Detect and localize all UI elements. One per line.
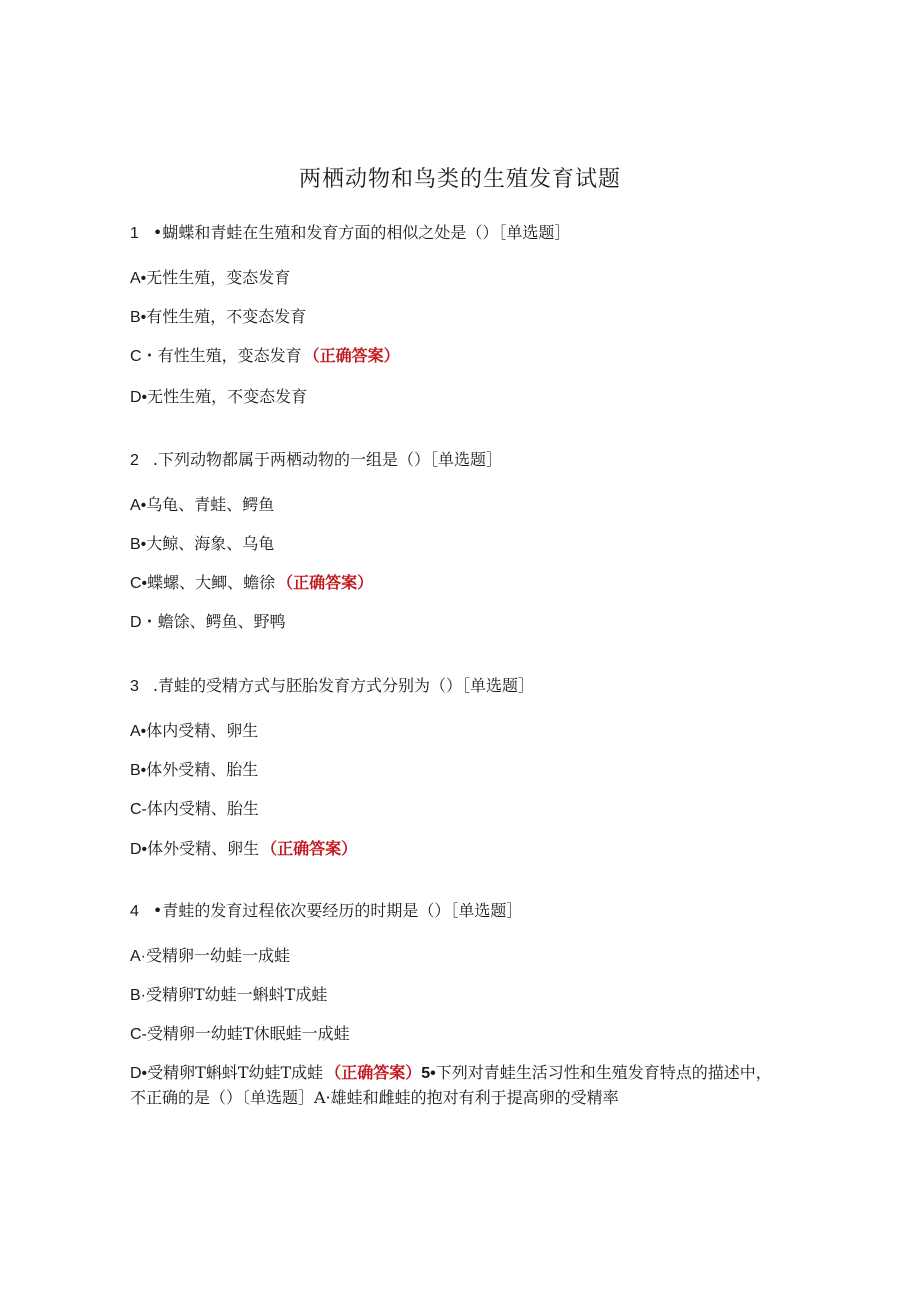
option-text: 受精卵一幼蛙一成蛙 xyxy=(146,946,291,965)
option-text: 蟾馀、鳄鱼、野鸭 xyxy=(157,612,286,631)
option-key: C- xyxy=(130,801,147,818)
q2-option-a xyxy=(130,494,274,517)
option-text: 受精卵一幼蛙T休眠蛙一成蛙 xyxy=(146,1024,350,1043)
q1-option-d xyxy=(130,386,307,409)
q4-option-c xyxy=(130,1023,350,1046)
page-title: 两栖动物和鸟类的生殖发育试题 xyxy=(298,167,621,192)
option-key: C• xyxy=(130,575,148,592)
question-number: 4 xyxy=(130,903,139,920)
q1-option-c xyxy=(130,345,400,368)
option-text: 有性生殖，变态发育 xyxy=(157,346,302,365)
option-text: 体外受精、卵生 xyxy=(147,839,260,858)
question-3 xyxy=(130,675,534,698)
option-text: 无性生殖，不变态发育 xyxy=(147,387,308,406)
question-text: •蝴蝶和青蛙在生殖和发育方面的相似之处是（）［单选题］ xyxy=(152,223,571,242)
q3-option-a xyxy=(130,720,258,743)
option-key: D・ xyxy=(130,614,158,631)
q1-option-a xyxy=(130,267,290,290)
option-text: 大鲸、海象、乌龟 xyxy=(146,534,275,553)
correct-answer-mark: （正确答案） xyxy=(261,841,358,858)
q4-option-d-and-question-5 xyxy=(130,1061,780,1110)
option-key: D• xyxy=(130,841,148,858)
question-4 xyxy=(130,900,522,923)
option-text: 蝶螺、大鲫、蟾徐 xyxy=(147,573,276,592)
option-text: 体外受精、胎生 xyxy=(146,760,259,779)
question-text: •青蛙的发育过程依次要经历的时期是（）［单选题］ xyxy=(152,901,523,920)
correct-answer-mark: （正确答案） xyxy=(277,575,374,592)
correct-answer-mark: （正确答案） xyxy=(303,348,400,365)
option-key: D• xyxy=(130,389,148,406)
question-number: 5• xyxy=(421,1065,436,1082)
option-text: 受精卵T幼蛙一蝌蚪T成蛙 xyxy=(146,985,328,1004)
correct-answer-mark: （正确答案） xyxy=(325,1065,422,1082)
q3-option-d xyxy=(130,838,357,861)
option-key: B• xyxy=(130,309,147,326)
question-text: 下列对青蛙生活习性和生殖发育特点的描述中，不正确的是（）〔单选题］A·雄蛙和雌蛙的抱对有利于提高卵的受精率 xyxy=(130,1063,772,1107)
option-text: 体内受精、胎生 xyxy=(146,799,259,818)
question-text: .青蛙的受精方式与胚胎发育方式分别为（）［单选题］ xyxy=(152,676,534,695)
q3-option-b xyxy=(130,759,258,782)
q4-option-a xyxy=(130,945,290,968)
option-key: C・ xyxy=(130,348,158,365)
option-key: B• xyxy=(130,762,147,779)
option-key: D• xyxy=(130,1065,148,1082)
option-key: A• xyxy=(130,497,147,514)
question-number: 1 xyxy=(130,225,139,242)
q2-option-c xyxy=(130,572,373,595)
option-key: A• xyxy=(130,270,147,287)
option-text: 体内受精、卵生 xyxy=(146,721,259,740)
q3-option-c xyxy=(130,798,259,821)
option-text: 无性生殖，变态发育 xyxy=(146,268,291,287)
option-text: 受精卵T蝌蚪T幼蛙T成蛙 xyxy=(147,1063,324,1082)
question-text: .下列动物都属于两栖动物的一组是（）［单选题］ xyxy=(152,450,502,469)
question-2 xyxy=(130,449,502,472)
option-key: C- xyxy=(130,1026,147,1043)
option-key: A· xyxy=(130,948,146,965)
q1-option-b xyxy=(130,306,306,329)
question-number: 2 xyxy=(130,452,139,469)
question-1 xyxy=(130,222,570,245)
q2-option-b xyxy=(130,533,274,556)
option-text: 有性生殖，不变态发育 xyxy=(146,307,307,326)
q4-option-b xyxy=(130,984,327,1007)
option-key: B• xyxy=(130,536,147,553)
question-number: 3 xyxy=(130,678,139,695)
option-key: A• xyxy=(130,723,147,740)
option-text: 乌龟、青蛙、鳄鱼 xyxy=(146,495,275,514)
q2-option-d xyxy=(130,611,286,634)
option-key: B· xyxy=(130,987,146,1004)
